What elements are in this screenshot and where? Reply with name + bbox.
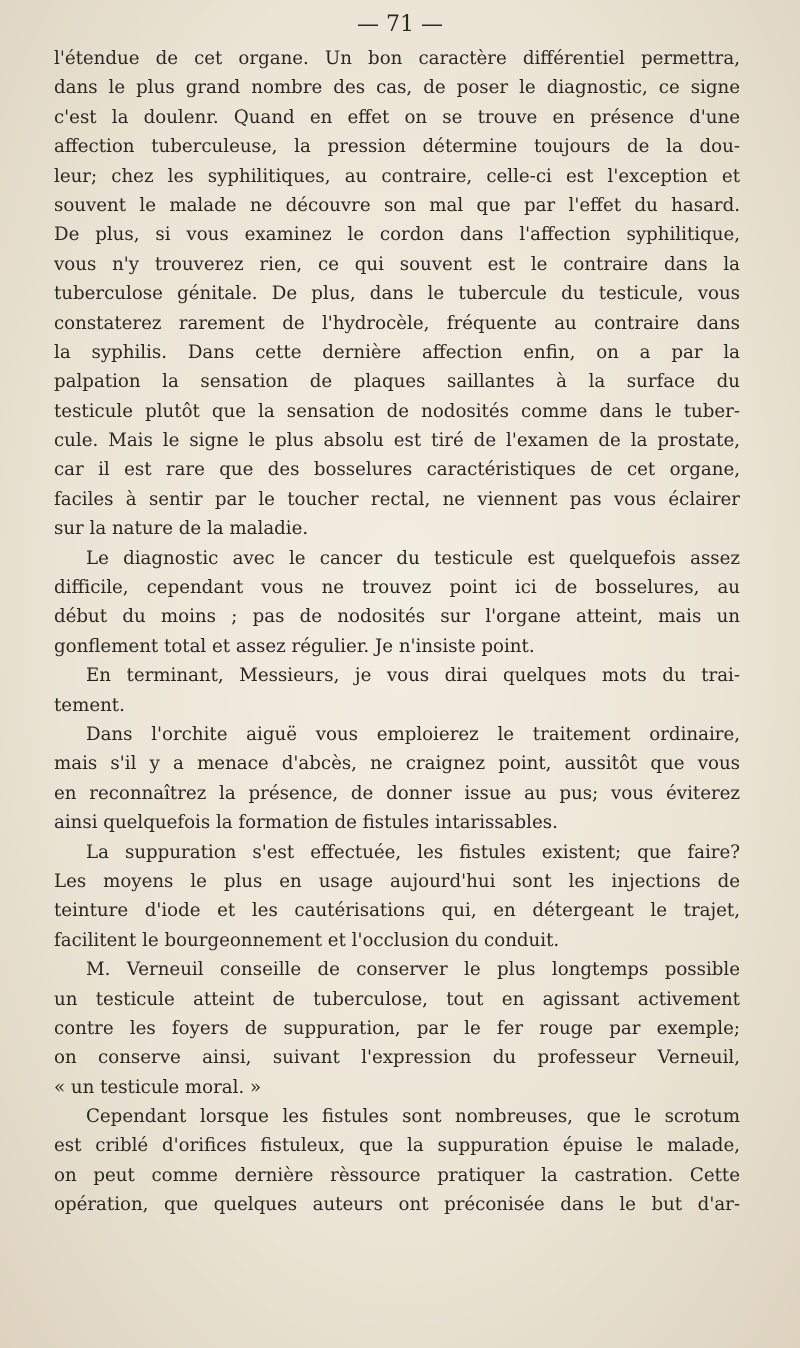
text-line: Les moyens le plus en usage aujourd'hui sont les injections de bbox=[54, 870, 740, 892]
text-line: Dans l'orchite aiguë vous emploierez le traitement ordinaire, bbox=[86, 723, 740, 745]
text-line: Le diagnostic avec le cancer du testicule est quelquefois assez bbox=[86, 547, 740, 569]
text-line: leur; chez les syphilitiques, au contraire, celle-ci est l'exception et bbox=[54, 165, 740, 187]
text-line: affection tuberculeuse, la pression détermine toujours de la dou- bbox=[54, 136, 740, 158]
text-line: constaterez rarement de l'hydrocèle, fréquente au contraire dans bbox=[54, 312, 740, 334]
text-line: l'étendue de cet organe. Un bon caractère différentiel permettra, bbox=[54, 48, 740, 69]
text-line: La suppuration s'est effectuée, les fistules existent; que faire? bbox=[86, 841, 740, 863]
text-line: cule. Mais le signe le plus absolu est tiré de l'examen de la prostate, bbox=[54, 430, 740, 452]
text-line: vous n'y trouverez rien, ce qui souvent est le contraire dans la bbox=[54, 253, 740, 275]
text-line: la syphilis. Dans cette dernière affection enfin, on a par la bbox=[54, 341, 740, 363]
text-line: est criblé d'orifices fistuleux, que la suppuration épuise le malade, bbox=[54, 1135, 740, 1157]
page-number: — 71 — bbox=[357, 12, 443, 37]
text-line: « un testicule moral. » bbox=[54, 1076, 262, 1098]
text-line: tuberculose génitale. De plus, dans le tubercule du testicule, vous bbox=[54, 283, 740, 305]
text-line: Cependant lorsque les fistules sont nombreuses, que le scrotum bbox=[86, 1106, 740, 1128]
text-line: teinture d'iode et les cautérisations qui, en détergeant le trajet, bbox=[54, 900, 740, 922]
text-line: souvent le malade ne découvre son mal que par l'effet du hasard. bbox=[54, 194, 740, 216]
text-line: on conserve ainsi, suivant l'expression du professeur Verneuil, bbox=[54, 1047, 740, 1069]
text-line: opération, que quelques auteurs ont préconisée dans le but d'ar- bbox=[54, 1194, 740, 1216]
text-line: De plus, si vous examinez le cordon dans l'affection syphilitique, bbox=[54, 224, 740, 246]
text-line: en reconnaîtrez la présence, de donner issue au pus; vous éviterez bbox=[54, 782, 740, 804]
text-line: car il est rare que des bosselures caractéristiques de cet organe, bbox=[54, 459, 740, 481]
text-line: gonflement total et assez régulier. Je n'insiste point. bbox=[54, 635, 535, 657]
text-line: M. Verneuil conseille de conserver le plus longtemps possible bbox=[86, 959, 740, 981]
text-line: ainsi quelquefois la formation de fistules intarissables. bbox=[54, 812, 558, 834]
text-line: faciles à sentir par le toucher rectal, ne viennent pas vous éclairer bbox=[54, 488, 740, 510]
text-line: palpation la sensation de plaques saillantes à la surface du bbox=[54, 371, 740, 393]
text-line: mais s'il y a menace d'abcès, ne craignez point, aussitôt que vous bbox=[54, 753, 740, 775]
text-line: c'est la doulenr. Quand en effet on se trouve en présence d'une bbox=[54, 106, 740, 128]
text-line: sur la nature de la maladie. bbox=[54, 518, 309, 540]
text-line: En terminant, Messieurs, je vous dirai quelques mots du trai- bbox=[86, 665, 740, 687]
text-line: début du moins ; pas de nodosités sur l'organe atteint, mais un bbox=[54, 606, 740, 628]
text-line: contre les foyers de suppuration, par le fer rouge par exemple; bbox=[54, 1017, 740, 1039]
text-line: dans le plus grand nombre des cas, de poser le diagnostic, ce signe bbox=[54, 77, 740, 99]
text-line: un testicule atteint de tuberculose, tout en agissant activement bbox=[54, 988, 740, 1010]
text-line: on peut comme dernière rèssource pratiquer la castration. Cette bbox=[54, 1164, 740, 1186]
body-text bbox=[54, 44, 740, 1220]
text-line: difficile, cependant vous ne trouvez point ici de bosselures, au bbox=[54, 577, 740, 599]
text-line: facilitent le bourgeonnement et l'occlusion du conduit. bbox=[54, 929, 560, 951]
text-line: tement. bbox=[54, 694, 125, 716]
text-line: testicule plutôt que la sensation de nodosités comme dans le tuber- bbox=[54, 400, 740, 422]
